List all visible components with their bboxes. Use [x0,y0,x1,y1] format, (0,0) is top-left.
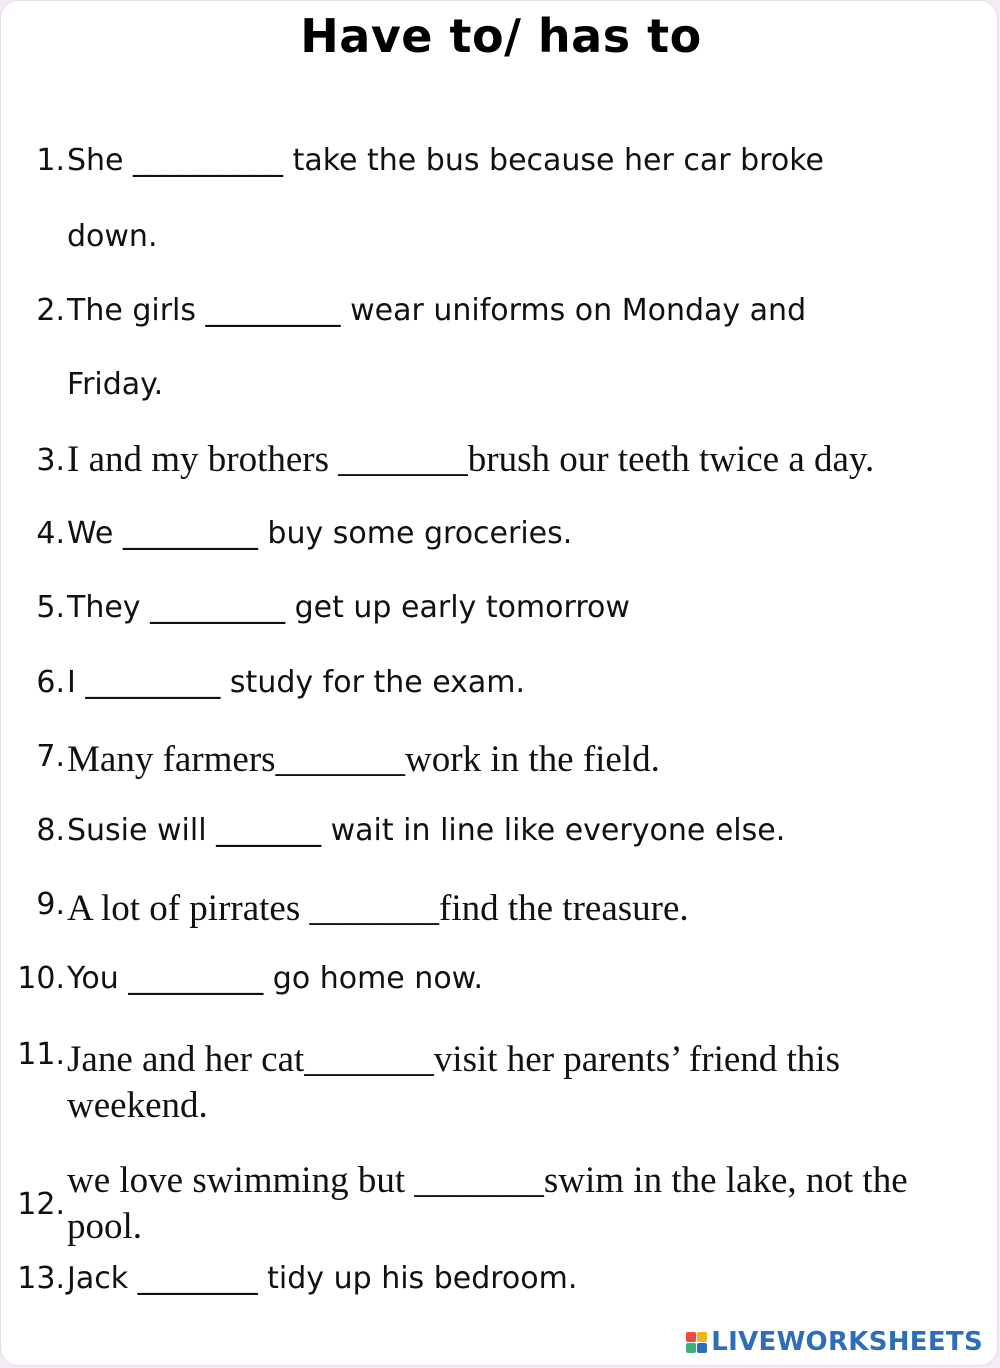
item-text-line: She __________ take the bus because her car broke [67,143,824,178]
item-text-line: A lot of pirrates _______find the treasure. [67,888,689,929]
item-text-line: weekend. [67,1085,208,1126]
item-text-line: Many farmers_______work in the field. [67,739,660,780]
item-text-line: pool. [67,1206,143,1247]
item-number: 9. [36,887,65,922]
item-text-line: I and my brothers _______brush our teeth twice a day. [67,439,875,480]
liveworksheets-footer[interactable] [686,1327,983,1357]
item-text-line: Susie will _______ wait in line like everyone else. [67,813,786,848]
logo-square [697,1332,707,1342]
item-text-line: I _________ study for the exam. [67,665,526,700]
item-number: 7. [36,739,65,774]
logo-square [697,1343,707,1353]
brand-name: LIVEWORKSHEETS [711,1327,983,1357]
item-text-line: Friday. [67,367,164,402]
item-number: 5. [36,590,65,625]
item-number: 12. [17,1187,65,1222]
item-text-line: The girls _________ wear uniforms on Monday and [67,293,807,328]
item-number: 2. [36,293,65,328]
item-number: 6. [36,665,65,700]
item-number: 11. [17,1037,65,1072]
item-number: 1. [36,143,65,178]
liveworksheets-logo-icon [686,1332,707,1353]
item-text-line: we love swimming but _______swim in the lake, not the [67,1160,908,1201]
item-text-line: Jane and her cat_______visit her parents’ friend this [67,1039,840,1080]
item-number: 4. [36,516,65,551]
item-number: 8. [36,813,65,848]
item-text-line: You _________ go home now. [67,961,483,996]
item-text-line: They _________ get up early tomorrow [67,590,630,625]
item-number: 10. [17,961,65,996]
item-number: 13. [17,1261,65,1296]
item-number: 3. [36,443,65,478]
item-text-line: Jack ________ tidy up his bedroom. [67,1261,578,1296]
item-text-line: We _________ buy some groceries. [67,516,573,551]
logo-square [686,1343,696,1353]
item-text-line: down. [67,219,158,254]
worksheet-title: Have to/ has to [300,9,702,63]
logo-square [686,1332,696,1342]
